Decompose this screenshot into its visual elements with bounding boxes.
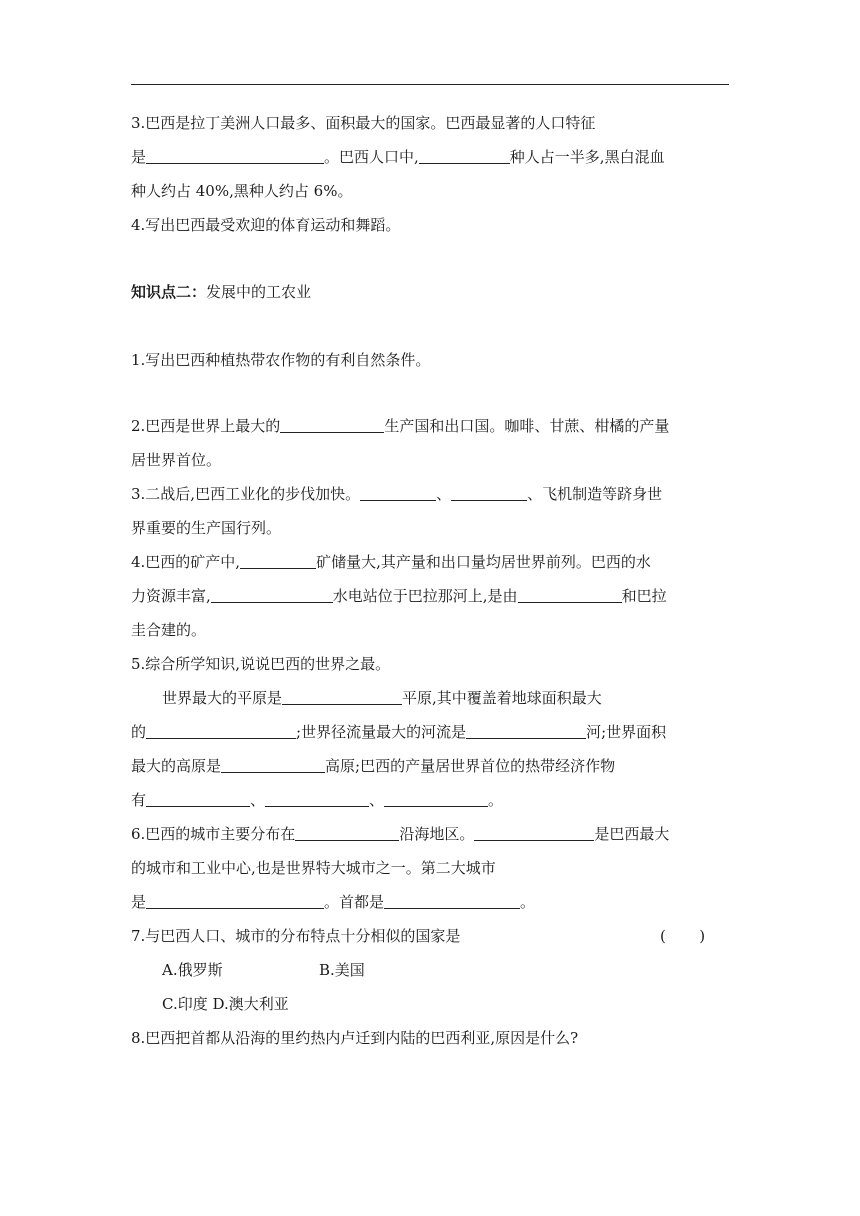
answer-blank[interactable] <box>466 723 586 739</box>
answer-blank[interactable] <box>518 587 622 603</box>
p6-line3: 是 。首都是 。 <box>131 893 536 911</box>
q4-line: 4.写出巴西最受欢迎的体育运动和舞蹈。 <box>131 216 401 234</box>
p1-line: 1.写出巴西种植热带农作物的有利自然条件。 <box>131 351 431 369</box>
q3-line2: 是 。巴西人口中, 种人占一半多,黑白混血 <box>131 148 665 166</box>
answer-blank[interactable] <box>451 485 527 501</box>
p4-line2: 力资源丰富, 水电站位于巴拉那河上,是由 和巴拉 <box>131 587 667 605</box>
p5-line4: 最大的高原是 高原;巴西的产量居世界首位的热带经济作物 <box>131 757 616 775</box>
answer-blank[interactable] <box>474 825 594 841</box>
answer-blank[interactable] <box>146 791 250 807</box>
p7-options-cd[interactable]: C.印度 D.澳大利亚 <box>162 995 289 1013</box>
q3-line1: 3.巴西是拉丁美洲人口最多、面积最大的国家。巴西最显著的人口特征 <box>131 114 596 132</box>
p5-line1: 5.综合所学知识,说说巴西的世界之最。 <box>131 655 391 673</box>
p8-line: 8.巴西把首都从沿海的里约热内卢迁到内陆的巴西利亚,原因是什么? <box>131 1029 579 1047</box>
answer-blank[interactable] <box>146 723 296 739</box>
p4-line1: 4.巴西的矿产中, 矿储量大,其产量和出口量均居世界前列。巴西的水 <box>131 553 651 571</box>
p2-line2: 居世界首位。 <box>131 451 222 469</box>
p5-line3: 的 ;世界径流量最大的河流是 河;世界面积 <box>131 723 667 741</box>
answer-blank[interactable] <box>240 553 316 569</box>
answer-blank[interactable] <box>265 791 369 807</box>
answer-blank[interactable] <box>282 689 402 705</box>
answer-blank[interactable] <box>146 148 324 164</box>
answer-blank[interactable] <box>211 587 333 603</box>
answer-blank[interactable] <box>384 893 520 909</box>
p5-line2: 世界最大的平原是 平原,其中覆盖着地球面积最大 <box>162 689 602 707</box>
p2-line1: 2.巴西是世界上最大的 生产国和出口国。咖啡、甘蔗、柑橘的产量 <box>131 417 670 435</box>
answer-paren[interactable]: ( ) <box>660 927 706 945</box>
header-rule <box>131 84 729 85</box>
p4-line3: 圭合建的。 <box>131 621 207 639</box>
p5-line5: 有 、 、 。 <box>131 791 504 809</box>
answer-blank[interactable] <box>221 757 325 773</box>
section-heading: 知识点二：发展中的工农业 <box>131 283 312 301</box>
answer-blank[interactable] <box>146 893 324 909</box>
p7-option-a[interactable]: A.俄罗斯 <box>162 961 223 979</box>
p7-option-b[interactable]: B.美国 <box>319 961 365 979</box>
p6-line1: 6.巴西的城市主要分布在 沿海地区。 是巴西最大 <box>131 825 670 843</box>
p7-question: 7.与巴西人口、城市的分布特点十分相似的国家是 <box>131 927 461 945</box>
answer-blank[interactable] <box>384 791 488 807</box>
answer-blank[interactable] <box>280 417 384 433</box>
answer-blank[interactable] <box>360 485 436 501</box>
p3-line2: 界重要的生产国行列。 <box>131 519 282 537</box>
q3-line3: 种人约占 40%,黑种人约占 6%。 <box>131 182 353 200</box>
answer-blank[interactable] <box>419 148 510 164</box>
answer-blank[interactable] <box>295 825 399 841</box>
p6-line2: 的城市和工业中心,也是世界特大城市之一。第二大城市 <box>131 859 496 877</box>
p3-line1: 3.二战后,巴西工业化的步伐加快。 、 、飞机制造等跻身世 <box>131 485 663 503</box>
